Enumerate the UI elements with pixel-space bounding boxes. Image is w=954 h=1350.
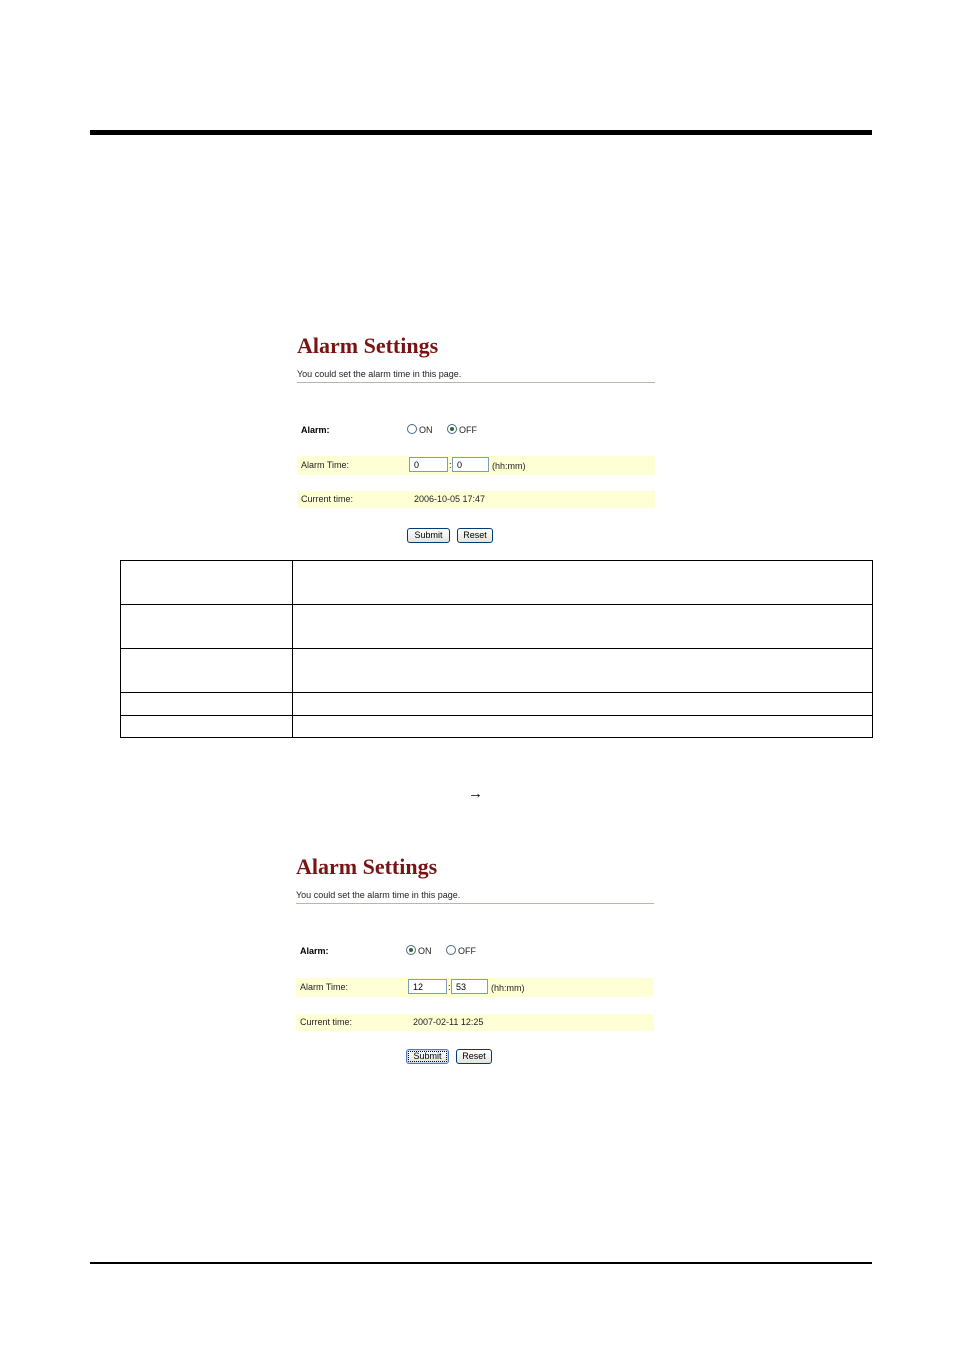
radio-on-circle[interactable] [406,945,416,955]
alarm-time-label: Alarm Time: [300,982,349,992]
alarm-time-label: Alarm Time: [301,460,350,470]
table-cell [121,649,293,693]
table-cell [121,716,293,738]
alarm-label: Alarm: [301,425,330,435]
table-row [121,605,873,649]
radio-on-label: ON [419,425,433,435]
radio-off-label: OFF [459,425,477,435]
table-cell [121,561,293,605]
radio-on-circle[interactable] [407,424,417,434]
time-unit: (hh:mm) [492,461,526,471]
submit-button[interactable]: Submit [406,1049,449,1064]
panel-title: Alarm Settings [296,854,438,879]
table-row [121,561,873,605]
table-cell [121,693,293,716]
table-cell [293,716,873,738]
table-row [121,716,873,738]
alarm-settings-panel-2 [296,853,656,1061]
alarm-row [296,942,654,961]
panel-description: You could set the alarm time in this page. [297,369,462,379]
panel-divider [296,903,654,904]
submit-button[interactable]: Submit [407,528,450,543]
alarm-on-radio[interactable] [407,421,433,440]
radio-off-circle[interactable] [446,945,456,955]
current-time-row [296,1014,654,1031]
radio-on-label: ON [418,946,432,956]
alarm-on-radio[interactable] [406,942,432,961]
alarm-hour-input[interactable] [409,457,448,472]
footer-rule [90,1262,872,1264]
header-rule [90,130,872,135]
alarm-row [297,421,655,440]
table-cell [293,561,873,605]
radio-off-circle[interactable] [447,424,457,434]
time-colon: : [449,460,452,470]
table-row [121,649,873,693]
alarm-hour-input[interactable] [408,979,447,994]
time-unit: (hh:mm) [491,983,525,993]
alarm-label: Alarm: [300,946,329,956]
current-time-label: Current time: [301,494,354,504]
alarm-settings-panel-1 [297,332,657,540]
reset-button[interactable]: Reset [456,1049,492,1064]
alarm-off-radio[interactable] [446,942,476,961]
table-cell [293,693,873,716]
arrow-right-icon: → [468,785,483,802]
panel-description: You could set the alarm time in this page. [296,890,461,900]
alarm-time-row [296,978,654,997]
panel-title: Alarm Settings [297,333,439,358]
time-colon: : [448,982,451,992]
table-row [121,693,873,716]
alarm-time-row [297,456,655,475]
alarm-minute-input[interactable] [451,979,488,994]
radio-off-label: OFF [458,946,476,956]
reset-button[interactable]: Reset [457,528,493,543]
spec-table [120,560,873,738]
current-time-label: Current time: [300,1017,353,1027]
table-cell [121,605,293,649]
panel-divider [297,382,655,383]
alarm-minute-input[interactable] [452,457,489,472]
table-cell [293,649,873,693]
current-time-row [297,491,655,508]
table-cell [293,605,873,649]
current-time-value: 2007-02-11 12:25 [413,1017,484,1027]
alarm-off-radio[interactable] [447,421,477,440]
current-time-value: 2006-10-05 17:47 [414,494,486,504]
